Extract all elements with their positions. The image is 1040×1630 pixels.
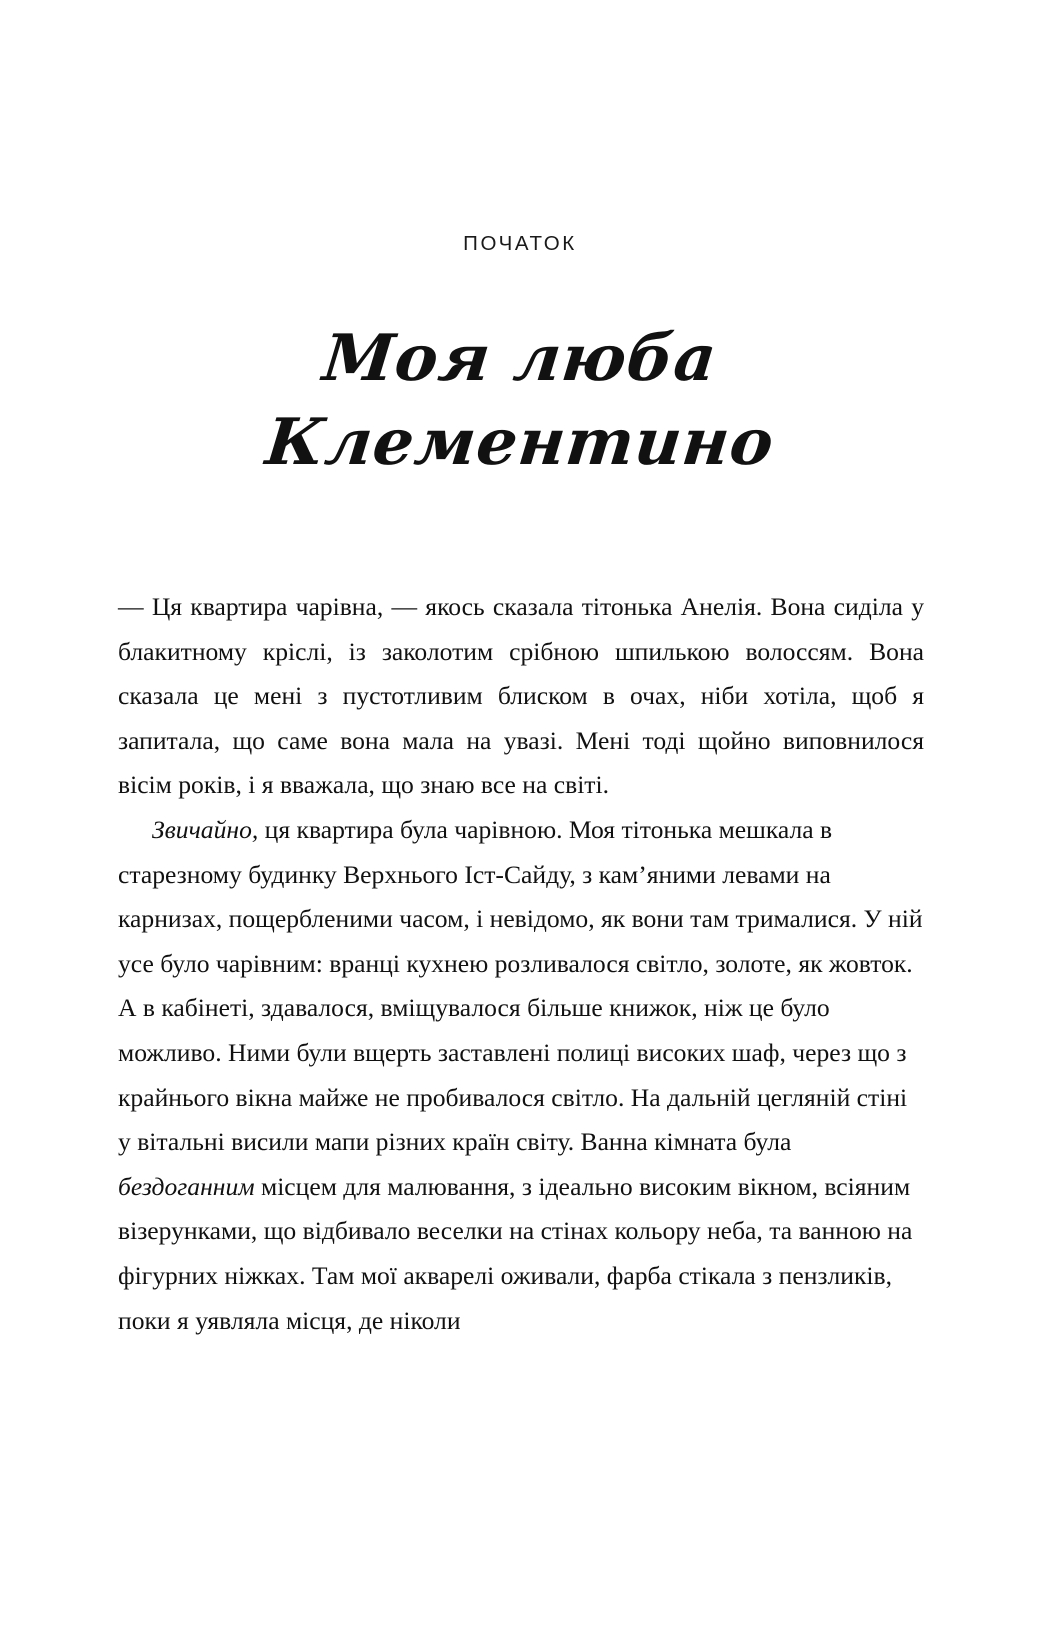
emphasis-text: бездоганним (118, 1171, 255, 1201)
paragraph (118, 808, 924, 1343)
body-text (118, 585, 924, 1343)
section-label: ПОЧАТОК (463, 232, 577, 255)
chapter-title (0, 318, 1040, 484)
emphasis-text: Звичайно, (152, 814, 259, 844)
chapter-title-line-2: Клементино (262, 405, 778, 480)
chapter-title-line-1: Моя люба (319, 321, 721, 396)
text-run: ця квартира була чарівною. Моя тітонька мешкала в старезному будинку Верхнього Іст-Сайду, з кам’яними левами на карнизах, пощербленими часом, і невідомо, як вони там трималися. У ній усе було чарівним: вранці кухнею розливалося світло, золоте, як жовток. А в кабінеті, здавалося, вміщувалося більше книжок, ніж це було можливо. Ними були вщерть заставлені полиці високих шаф, через що з крайнього вікна майже не пробивалося світло. На дальній цегляній стіні у вітальні висили мапи різних країн світу. Ванна кімната була (118, 814, 923, 1157)
paragraph (118, 585, 924, 808)
text-run: місцем для малювання, з ідеально високим вікном, всіяним візерунками, що відбивало веселки на стінах кольору неба, та ванною на фігурних ніжках. Там мої акварелі оживали, фарба стікала з пензликів, поки я уявляла місця, де ніколи (118, 1171, 913, 1335)
text-run: — Ця квартира чарівна, — якось сказала тітонька Анелія. Вона сиділа у блакитному кріслі, із заколотим срібною шпилькою волоссям. Вона сказала це мені з пустотливим блиском в очах, ніби хотіла, щоб я запитала, що саме вона мала на увазі. Мені тоді щойно виповнилося вісім років, і я вважала, що знаю все на світі. (118, 592, 924, 800)
